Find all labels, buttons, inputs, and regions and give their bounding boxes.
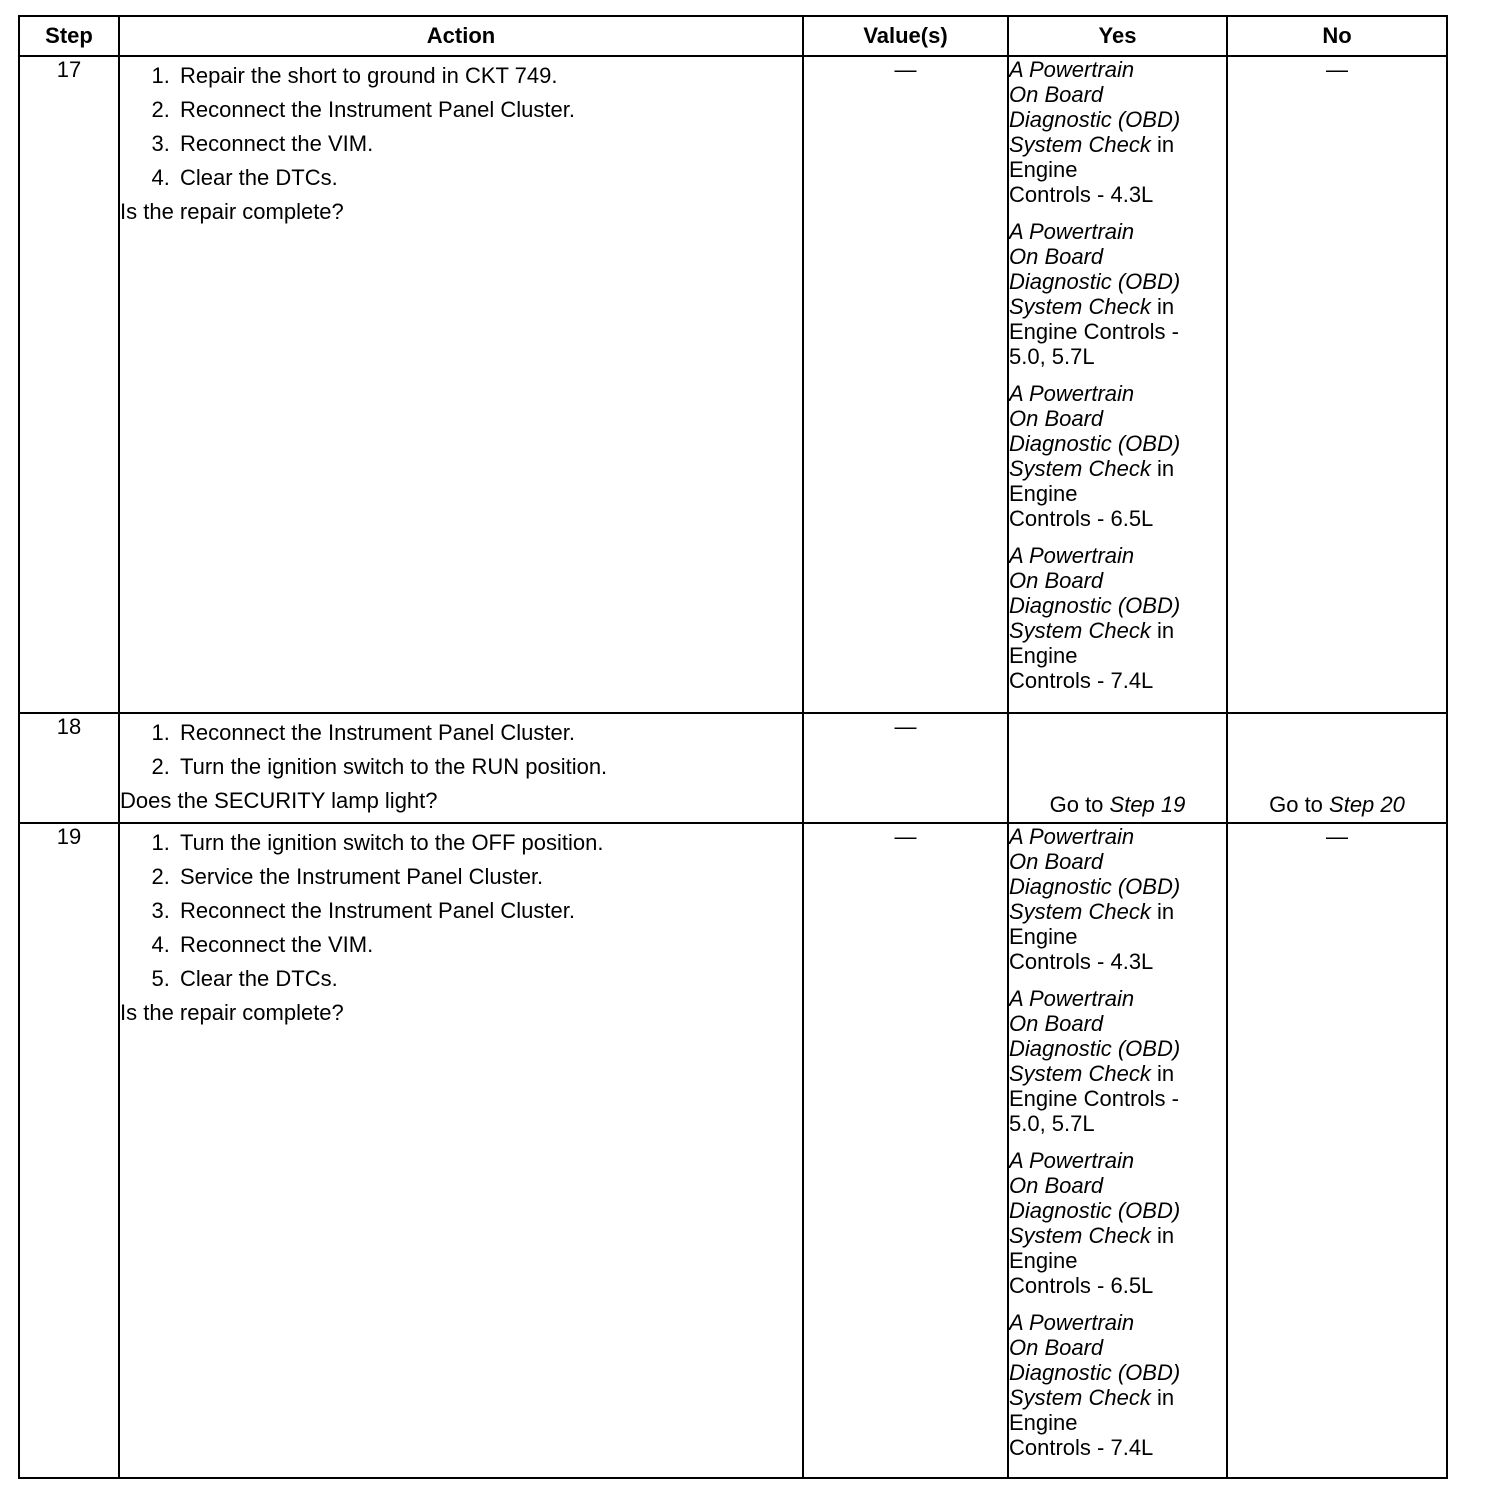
obd-check-link-5-0-5-7l[interactable] xyxy=(1009,219,1226,369)
link-text: 5.0, 5.7L xyxy=(1009,344,1095,369)
goto-step: Step 19 xyxy=(1109,792,1186,817)
list-item: 2. Turn the ignition switch to the RUN position. xyxy=(176,750,802,784)
header-row xyxy=(19,16,1447,56)
list-item: 3. Reconnect the VIM. xyxy=(176,127,802,161)
yes-cell xyxy=(1008,823,1227,1478)
action-cell xyxy=(119,713,803,823)
link-text: Diagnostic (OBD) xyxy=(1009,1198,1181,1223)
link-text: Controls - 7.4L xyxy=(1009,668,1154,693)
obd-check-link-6-5l[interactable] xyxy=(1009,1148,1226,1298)
link-text: System Check in xyxy=(1009,1223,1175,1248)
link-text: A Powertrain xyxy=(1009,57,1135,82)
list-item: 1. Repair the short to ground in CKT 749. xyxy=(176,59,802,93)
diagnostic-table xyxy=(18,15,1448,1479)
link-text: On Board xyxy=(1009,849,1104,874)
table-row xyxy=(19,823,1447,1478)
step-number: 17 xyxy=(19,56,119,713)
link-text: On Board xyxy=(1009,568,1104,593)
link-text: A Powertrain xyxy=(1009,1310,1135,1335)
value-cell xyxy=(803,823,1008,1478)
action-question: Is the repair complete? xyxy=(120,199,344,224)
header-step: Step xyxy=(19,16,119,56)
link-text: On Board xyxy=(1009,1335,1104,1360)
value-dash: — xyxy=(894,824,917,849)
link-text: On Board xyxy=(1009,82,1104,107)
table-row xyxy=(19,713,1447,823)
link-text: Engine xyxy=(1009,1410,1078,1435)
link-text: 5.0, 5.7L xyxy=(1009,1111,1095,1136)
list-item: 4. Clear the DTCs. xyxy=(176,161,802,195)
header-yes: Yes xyxy=(1008,16,1227,56)
link-text: A Powertrain xyxy=(1009,1148,1135,1173)
link-text: Diagnostic (OBD) xyxy=(1009,874,1181,899)
link-text: Engine xyxy=(1009,1248,1078,1273)
header-values: Value(s) xyxy=(803,16,1008,56)
obd-check-link-4-3l[interactable] xyxy=(1009,57,1226,207)
link-text: A Powertrain xyxy=(1009,986,1135,1011)
link-text: A Powertrain xyxy=(1009,824,1135,849)
action-list xyxy=(120,59,802,195)
link-text: A Powertrain xyxy=(1009,543,1135,568)
link-text: A Powertrain xyxy=(1009,381,1135,406)
link-text: System Check in xyxy=(1009,1385,1175,1410)
goto-prefix: Go to xyxy=(1049,792,1110,817)
no-goto-step-20[interactable] xyxy=(1227,713,1447,823)
value-cell xyxy=(803,56,1008,713)
action-cell xyxy=(119,823,803,1478)
link-text: Engine Controls - xyxy=(1009,319,1179,344)
list-item: 2. Service the Instrument Panel Cluster. xyxy=(176,860,802,894)
link-text: Controls - 6.5L xyxy=(1009,1273,1154,1298)
link-text: Controls - 4.3L xyxy=(1009,949,1154,974)
action-question: Does the SECURITY lamp light? xyxy=(120,788,438,813)
obd-check-link-5-0-5-7l[interactable] xyxy=(1009,986,1226,1136)
header-no: No xyxy=(1227,16,1447,56)
obd-check-link-7-4l[interactable] xyxy=(1009,543,1226,693)
no-cell xyxy=(1227,823,1447,1478)
link-text: Diagnostic (OBD) xyxy=(1009,269,1181,294)
obd-check-link-6-5l[interactable] xyxy=(1009,381,1226,531)
list-item: 1. Reconnect the Instrument Panel Cluster. xyxy=(176,716,802,750)
table-row xyxy=(19,56,1447,713)
link-text: Controls - 6.5L xyxy=(1009,506,1154,531)
goto-prefix: Go to xyxy=(1269,792,1330,817)
link-text: Controls - 4.3L xyxy=(1009,182,1154,207)
link-text: System Check in xyxy=(1009,456,1175,481)
link-text: System Check in xyxy=(1009,618,1175,643)
obd-check-link-4-3l[interactable] xyxy=(1009,824,1226,974)
link-text: System Check in xyxy=(1009,132,1175,157)
action-list xyxy=(120,826,802,996)
value-cell xyxy=(803,713,1008,823)
value-dash: — xyxy=(894,57,917,82)
list-item: 3. Reconnect the Instrument Panel Cluster. xyxy=(176,894,802,928)
no-cell xyxy=(1227,56,1447,713)
link-text: Diagnostic (OBD) xyxy=(1009,1360,1181,1385)
link-text: Engine xyxy=(1009,157,1078,182)
list-item: 4. Reconnect the VIM. xyxy=(176,928,802,962)
link-text: System Check in xyxy=(1009,1061,1175,1086)
list-item: 1. Turn the ignition switch to the OFF position. xyxy=(176,826,802,860)
link-text: System Check in xyxy=(1009,294,1175,319)
value-dash: — xyxy=(894,714,917,739)
list-item: 5. Clear the DTCs. xyxy=(176,962,802,996)
link-text: Controls - 7.4L xyxy=(1009,1435,1154,1460)
no-dash: — xyxy=(1326,57,1348,82)
link-text: Engine xyxy=(1009,481,1078,506)
link-text: Diagnostic (OBD) xyxy=(1009,431,1181,456)
no-dash: — xyxy=(1326,824,1348,849)
link-text: A Powertrain xyxy=(1009,219,1135,244)
link-text: On Board xyxy=(1009,406,1104,431)
obd-check-link-7-4l[interactable] xyxy=(1009,1310,1226,1460)
link-text: Engine xyxy=(1009,924,1078,949)
link-text: Engine Controls - xyxy=(1009,1086,1179,1111)
action-list xyxy=(120,716,802,784)
link-text: On Board xyxy=(1009,1011,1104,1036)
yes-cell xyxy=(1008,56,1227,713)
link-text: On Board xyxy=(1009,244,1104,269)
link-text: Diagnostic (OBD) xyxy=(1009,593,1181,618)
goto-step: Step 20 xyxy=(1329,792,1405,817)
link-text: Engine xyxy=(1009,643,1078,668)
action-question: Is the repair complete? xyxy=(120,1000,344,1025)
link-text: Diagnostic (OBD) xyxy=(1009,107,1181,132)
link-text: Diagnostic (OBD) xyxy=(1009,1036,1181,1061)
link-text: On Board xyxy=(1009,1173,1104,1198)
yes-goto-step-19[interactable] xyxy=(1008,713,1227,823)
list-item: 2. Reconnect the Instrument Panel Cluster. xyxy=(176,93,802,127)
step-number: 19 xyxy=(19,823,119,1478)
link-text: System Check in xyxy=(1009,899,1175,924)
action-cell xyxy=(119,56,803,713)
header-action: Action xyxy=(119,16,803,56)
step-number: 18 xyxy=(19,713,119,823)
